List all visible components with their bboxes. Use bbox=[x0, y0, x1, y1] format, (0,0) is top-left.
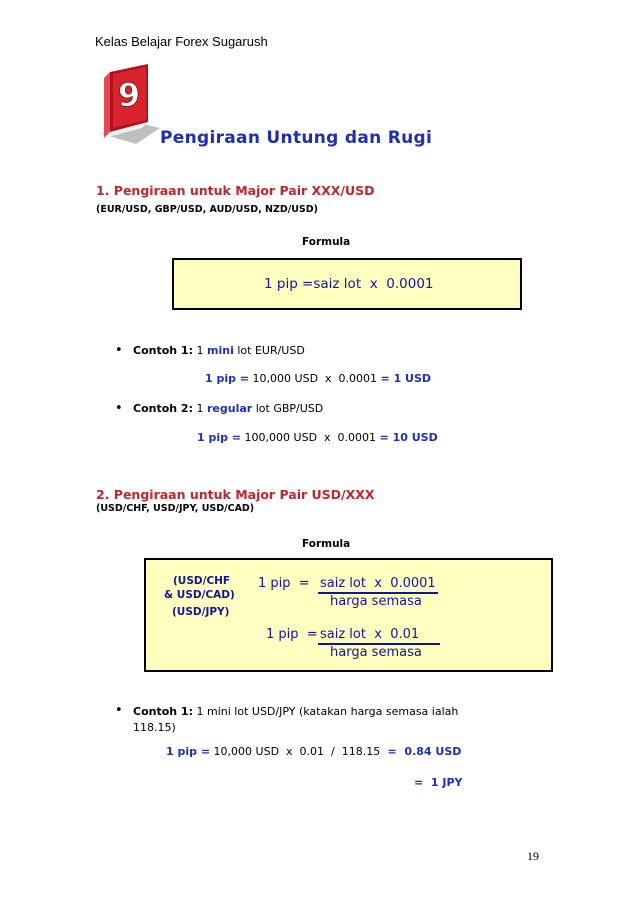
formula2-numerator: saiz lot x 0.01 bbox=[320, 627, 420, 642]
page-number: 19 bbox=[527, 849, 539, 863]
section1-example2-calc: 1 pip = 100,000 USD x 0.0001 = 10 USD bbox=[197, 431, 438, 444]
bullet-icon: • bbox=[115, 401, 123, 416]
formula1-left: 1 pip = bbox=[258, 576, 310, 591]
example-label: Contoh 1: bbox=[133, 344, 193, 357]
pair-label-jpy: (USD/JPY) bbox=[172, 606, 230, 618]
bullet-icon: • bbox=[115, 343, 123, 358]
section1-formula-box bbox=[172, 258, 522, 310]
formula2-left: 1 pip = bbox=[266, 627, 318, 642]
section1-title: 1. Pengiraan untuk Major Pair XXX/USD bbox=[96, 183, 375, 198]
section2-example1-calc: 1 pip = 10,000 USD x 0.01 / 118.15 = 0.84 USD bbox=[166, 745, 462, 758]
section1-example1-calc: 1 pip = 10,000 USD x 0.0001 = 1 USD bbox=[205, 372, 432, 385]
section2-subtitle: (USD/CHF, USD/JPY, USD/CAD) bbox=[96, 503, 255, 514]
section2-formula-box bbox=[144, 558, 553, 672]
section1-example2: Contoh 2: 1 regular lot GBP/USD bbox=[133, 402, 324, 415]
page-header: Kelas Belajar Forex Sugarush bbox=[95, 34, 268, 49]
example-label: Contoh 2: bbox=[133, 402, 193, 415]
pair-label-cad: & USD/CAD) bbox=[164, 589, 235, 601]
section2-title: 2. Pengiraan untuk Major Pair USD/XXX bbox=[96, 487, 375, 502]
section1-formula-label: Formula bbox=[302, 236, 351, 248]
chapter-number: 9 bbox=[117, 76, 141, 114]
chapter-title: Pengiraan Untung dan Rugi bbox=[160, 128, 433, 148]
section1-formula: 1 pip =saiz lot x 0.0001 bbox=[264, 276, 434, 292]
section1-example1: Contoh 1: 1 mini lot EUR/USD bbox=[133, 344, 305, 357]
section2-example1: Contoh 1: 1 mini lot USD/JPY (katakan harga semasa ialah 118.15) bbox=[133, 705, 459, 734]
section2-example1-calc-result2: = 1 JPY bbox=[414, 776, 463, 789]
formula1-denominator: harga semasa bbox=[330, 594, 422, 609]
example-label: Contoh 1: bbox=[133, 705, 193, 718]
section1-subtitle: (EUR/USD, GBP/USD, AUD/USD, NZD/USD) bbox=[96, 204, 318, 215]
pair-label-chf: (USD/CHF bbox=[173, 575, 231, 587]
chapter-book-icon bbox=[96, 62, 166, 146]
formula2-denominator: harga semasa bbox=[330, 645, 422, 660]
formula1-numerator: saiz lot x 0.0001 bbox=[320, 576, 436, 591]
bullet-icon: • bbox=[115, 703, 123, 718]
section2-formula-label: Formula bbox=[302, 538, 351, 550]
